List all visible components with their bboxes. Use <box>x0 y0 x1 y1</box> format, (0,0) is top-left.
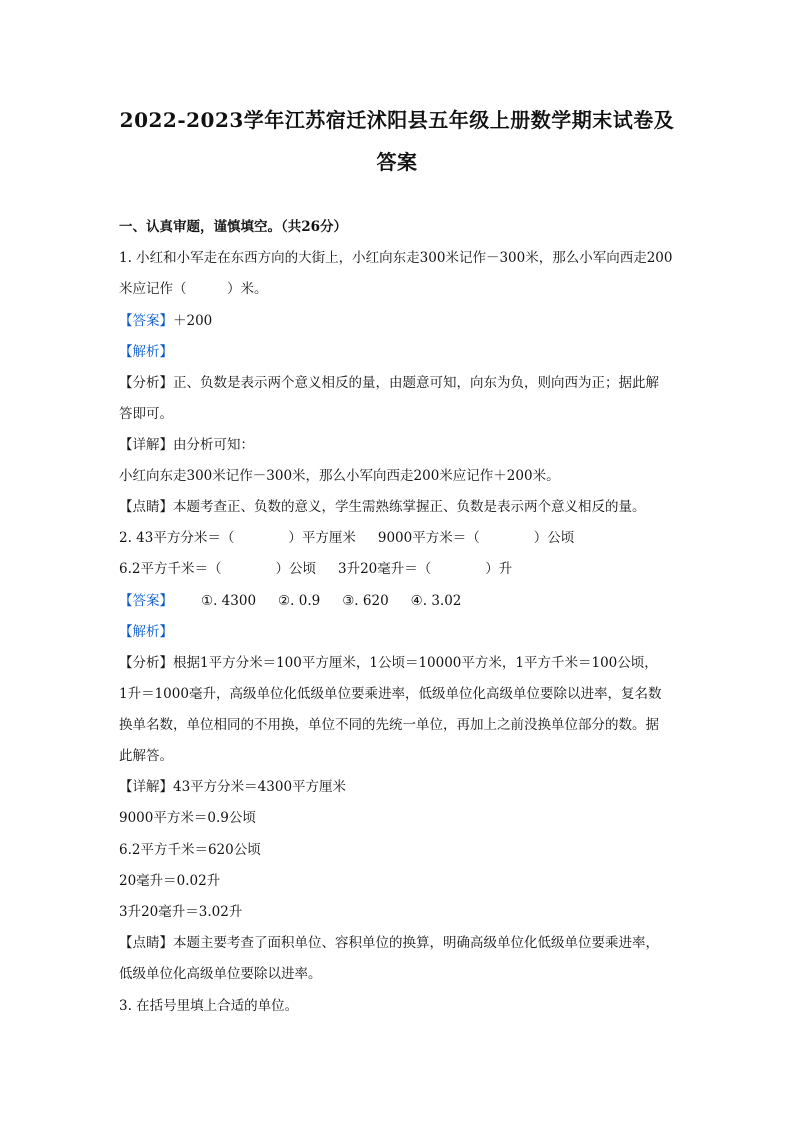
dianjing-tag: 【点睛】 <box>119 935 173 951</box>
q1-stem-line-1: 1. 小红和小军走在东西方向的大街上，小红向东走300米记作－300米，那么小军向西走200 <box>119 250 673 266</box>
document-title-line-1: 2022-2023学年江苏宿迁沭阳县五年级上册数学期末试卷及 <box>119 108 675 132</box>
document-title-line-2: 答案 <box>376 150 418 174</box>
q2-stem-1b: 9000平方米＝（ ）公顷 <box>377 530 575 546</box>
q1-fenxi-line-2: 答即可。 <box>119 406 173 422</box>
fenxi-tag: 【分析】 <box>119 375 173 391</box>
q2-answer-3: ③. 620 <box>342 593 389 609</box>
q2-answer-2: ②. 0.9 <box>278 593 321 609</box>
q2-dianjing-text-1: 本题主要考查了面积单位、容积单位的换算，明确高级单位化低级单位要乘进率， <box>173 935 659 951</box>
q1-dianjing-line <box>119 497 646 517</box>
q2-xiangjie-text: 43平方分米＝4300平方厘米 <box>173 779 347 795</box>
q1-xiangjie-text: 由分析可知： <box>173 437 254 453</box>
q1-xiangjie-line <box>119 435 254 455</box>
q2-detail-line-3: 20毫升＝0.02升 <box>119 873 221 889</box>
q2-stem-1a: 2. 43平方分米＝（ ）平方厘米 <box>119 530 356 546</box>
q2-fenxi-line-1 <box>119 653 658 673</box>
q2-stem-line-2 <box>119 559 512 579</box>
xiangjie-tag: 【详解】 <box>119 437 173 453</box>
q2-answer-line <box>119 591 461 611</box>
q2-stem-2a: 6.2平方千米＝（ ）公顷 <box>119 561 316 577</box>
q2-stem-line-1 <box>119 528 574 548</box>
q2-fenxi-line-2: 1升＝1000毫升，高级单位化低级单位要乘进率，低级单位化高级单位要除以进率，复名数 <box>119 686 662 702</box>
q2-detail-line-4: 3升20毫升＝3.02升 <box>119 904 243 920</box>
fenxi-tag: 【分析】 <box>119 655 173 671</box>
q1-detail-line: 小红向东走300米记作－300米，那么小军向西走200米应记作＋200米。 <box>119 468 560 484</box>
q2-fenxi-line-4: 此解答。 <box>119 748 173 764</box>
q2-answer-4: ④. 3.02 <box>410 593 462 609</box>
q2-fenxi-line-3: 换单名数，单位相同的不用换，单位不同的先统一单位，再加上之前没换单位部分的数。据 <box>119 717 659 733</box>
q2-answer-1: ①. 4300 <box>201 593 257 609</box>
q3-stem: 3. 在括号里填上合适的单位。 <box>119 998 299 1014</box>
q2-dianjing-line-2: 低级单位化高级单位要除以进率。 <box>119 966 322 982</box>
answer-tag: 【答案】 <box>119 313 173 329</box>
q2-stem-2b: 3升20毫升＝（ ）升 <box>337 561 513 577</box>
q1-answer-line <box>119 311 212 331</box>
q1-analysis-tag: 【解析】 <box>119 344 173 360</box>
q2-detail-line-2: 6.2平方千米＝620公顷 <box>119 842 261 858</box>
q1-fenxi-line-1 <box>119 373 659 393</box>
dianjing-tag: 【点睛】 <box>119 499 173 515</box>
xiangjie-tag: 【详解】 <box>119 779 173 795</box>
q1-stem-line-2: 米应记作（ ）米。 <box>119 281 268 297</box>
q2-detail-line-1: 9000平方米＝0.9公顷 <box>119 810 256 826</box>
q2-fenxi-text-1: 根据1平方分米＝100平方厘米，1公顷＝10000平方米，1平方千米＝100公顷， <box>173 655 658 671</box>
q1-fenxi-text-1: 正、负数是表示两个意义相反的量，由题意可知，向东为负，则向西为正；据此解 <box>173 375 659 391</box>
answer-tag: 【答案】 <box>119 593 173 609</box>
q1-answer: ＋200 <box>173 313 213 329</box>
q2-dianjing-line-1 <box>119 933 659 953</box>
section-1-heading: 一、认真审题，谨慎填空。（共26分） <box>119 219 348 235</box>
q2-analysis-tag: 【解析】 <box>119 624 173 640</box>
q2-xiangjie-line <box>119 777 346 797</box>
q1-dianjing-text: 本题考查正、负数的意义，学生需熟练掌握正、负数是表示两个意义相反的量。 <box>173 499 646 515</box>
